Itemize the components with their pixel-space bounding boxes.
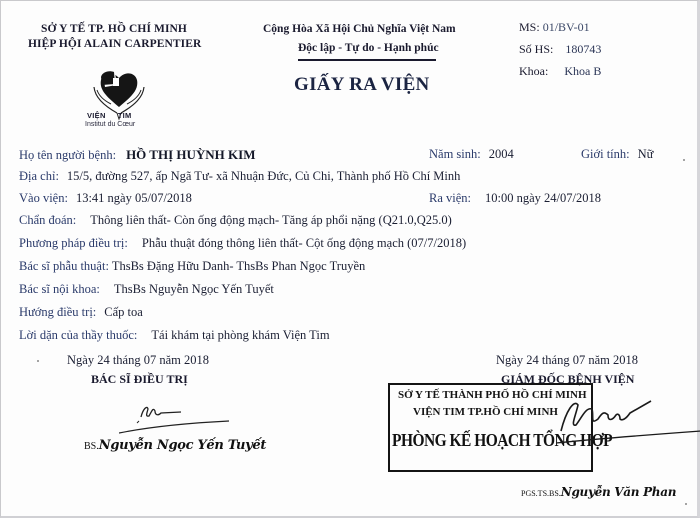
treating-doctor-prefix: BS. <box>84 441 99 452</box>
gender-label: Giới tính: <box>581 147 630 161</box>
treatment-method-row <box>19 236 466 251</box>
treatment-method-value: Phẫu thuật đóng thông liên thất- Cột ống động mạch (07/7/2018) <box>141 236 467 250</box>
national-motto: Độc lập - Tự do - Hạnh phúc <box>298 42 439 54</box>
patient-name-value: HỒ THỊ HUỲNH KIM <box>126 147 256 162</box>
director-name-value: Nguyễn Văn Phan <box>560 485 677 499</box>
internist-label: Bác sĩ nội khoa: <box>19 282 100 296</box>
record-number-value: 180743 <box>565 42 602 56</box>
director-prefix: PGS.TS.BS. <box>521 489 561 498</box>
treating-doctor-name <box>84 438 266 453</box>
treating-doctor-signature-icon <box>119 399 229 435</box>
surgeon-row <box>19 259 365 274</box>
director-name <box>521 485 676 499</box>
director-title: GIÁM ĐỐC BỆNH VIỆN <box>501 372 635 386</box>
nation-name: Cộng Hòa Xã Hội Chủ Nghĩa Việt Nam <box>263 23 456 35</box>
scan-speck <box>683 159 685 161</box>
surgeon-value: ThsBs Đặng Hữu Danh- ThsBs Phan Ngọc Truyền <box>111 259 366 273</box>
discharge-value: 10:00 ngày 24/07/2018 <box>485 191 601 205</box>
discharge-row <box>429 191 601 206</box>
doctor-advice-row <box>19 328 330 343</box>
treatment-direction-label: Hướng điều trị: <box>19 305 97 319</box>
scan-speck <box>685 503 687 505</box>
motto-underline <box>298 59 436 61</box>
address-label: Địa chỉ: <box>19 169 59 183</box>
address-row <box>19 169 460 184</box>
treatment-direction-value: Cấp toa <box>104 305 143 319</box>
treating-doctor-title: BÁC SĨ ĐIỀU TRỊ <box>91 372 188 386</box>
logo-text <box>87 111 132 120</box>
diagnosis-row <box>19 213 452 228</box>
department-value: Khoa B <box>564 64 602 78</box>
logo-text-left: VIỆN <box>87 111 106 120</box>
stamp-line-2: VIỆN TIM TP.HỒ CHÍ MINH <box>413 406 558 418</box>
treatment-direction-row <box>19 305 143 320</box>
diagnosis-value: Thông liên thất- Còn ống động mạch- Tăng áp phổi nặng (Q21.0,Q25.0) <box>90 213 452 227</box>
admission-label: Vào viện: <box>19 191 68 205</box>
logo-text-right: TIM <box>117 111 132 120</box>
treating-doctor-date: Ngày 24 tháng 07 năm 2018 <box>67 353 209 367</box>
admission-row <box>19 191 192 206</box>
address-value: 15/5, đường 527, ấp Ngã Tư- xã Nhuận Đức, Củ Chi, Thành phố Hồ Chí Minh <box>66 169 461 183</box>
discharge-label: Ra viện: <box>429 191 472 205</box>
patient-name-label: Họ tên người bệnh: <box>19 148 117 162</box>
admission-value: 13:41 ngày 05/07/2018 <box>75 191 192 205</box>
surgeon-label: Bác sĩ phẫu thuật: <box>19 259 109 273</box>
form-code-value: 01/BV-01 <box>542 20 590 34</box>
logo-subtitle: Institut du Cœur <box>85 121 136 128</box>
doctor-advice-label: Lời dặn của thầy thuốc: <box>19 328 138 342</box>
internist-value: ThsBs Nguyễn Ngọc Yến Tuyết <box>113 282 274 296</box>
document-title: GIẤY RA VIỆN <box>294 74 430 95</box>
director-signature-icon <box>556 391 700 451</box>
internist-row <box>19 282 274 297</box>
birth-year-label: Năm sinh: <box>429 147 481 161</box>
scan-speck <box>37 360 39 362</box>
stamp-line-1: SỞ Y TẾ THÀNH PHỐ HỒ CHÍ MINH <box>398 389 587 401</box>
diagnosis-label: Chẩn đoán: <box>19 213 77 227</box>
department-label: Khoa: <box>519 64 549 78</box>
form-code-label: MS: <box>519 20 540 34</box>
gender-value: Nữ <box>637 147 654 161</box>
doctor-advice-value: Tái khám tại phòng khám Viện Tim <box>151 328 330 342</box>
association-name: HIỆP HỘI ALAIN CARPENTIER <box>28 38 202 50</box>
stamp-line-3: PHÒNG KẾ HOẠCH TỔNG HỢP <box>392 430 613 450</box>
treatment-method-label: Phương pháp điều trị: <box>19 236 128 250</box>
record-number <box>519 42 601 57</box>
record-number-label: Số HS: <box>519 42 554 56</box>
treating-doctor-name-value: Nguyễn Ngọc Yến Tuyết <box>98 438 267 453</box>
birth-year-row <box>429 147 514 162</box>
birth-year-value: 2004 <box>488 147 514 161</box>
director-date: Ngày 24 tháng 07 năm 2018 <box>496 353 638 367</box>
gender-row <box>581 147 653 162</box>
health-department-name: SỞ Y TẾ TP. HỒ CHÍ MINH <box>41 23 187 35</box>
form-code <box>519 20 590 35</box>
patient-name-row <box>19 147 255 163</box>
department <box>519 64 601 79</box>
